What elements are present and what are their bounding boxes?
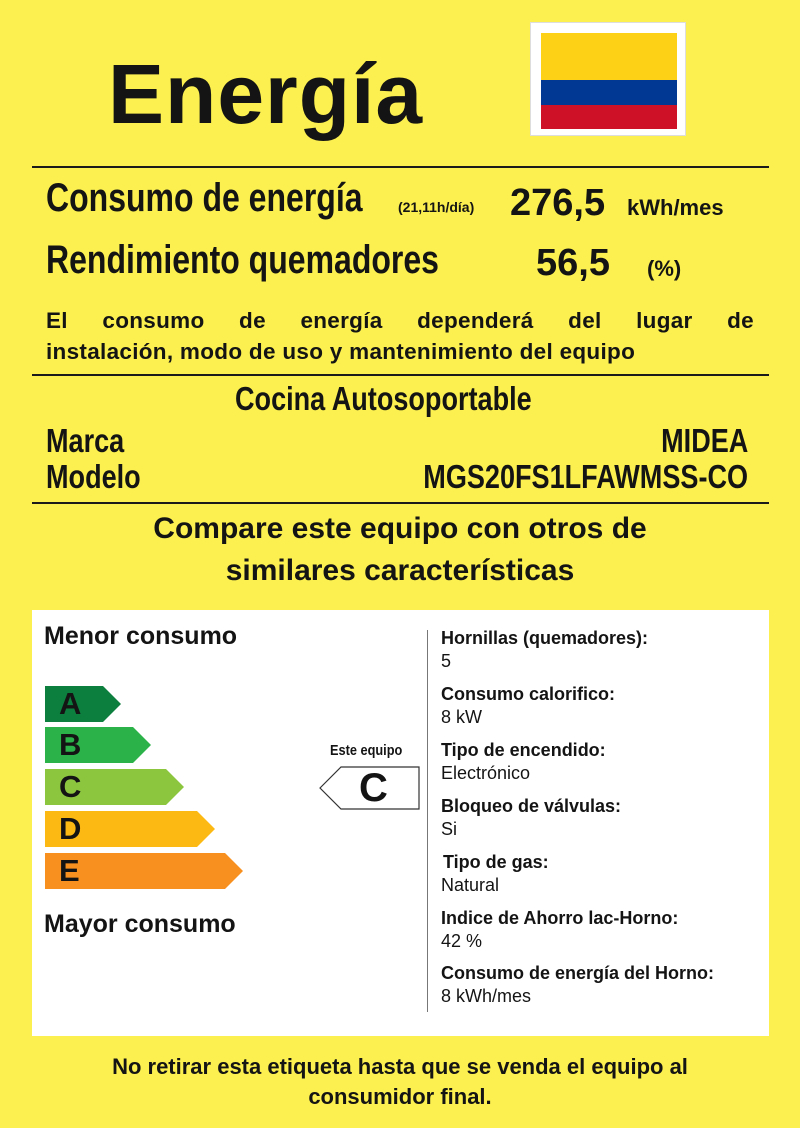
spec-name-gas-type: Tipo de gas: bbox=[443, 852, 549, 872]
this-unit-indicator bbox=[319, 766, 421, 810]
class-letter-b: B bbox=[59, 727, 82, 762]
divider bbox=[32, 374, 769, 376]
colombia-flag-icon bbox=[530, 22, 686, 136]
notice-line-2: instalación, modo de uso y mantenimiento del equipo bbox=[46, 339, 636, 364]
spec-value-oven-savings-index: 42 % bbox=[441, 931, 483, 951]
compare-line-2: similares características bbox=[225, 554, 575, 587]
burner-efficiency-value: 56,5 bbox=[536, 242, 610, 284]
spec-value-gas-type: Natural bbox=[441, 875, 500, 895]
spec-name-valve-lock: Bloqueo de válvulas: bbox=[441, 796, 622, 816]
spec-name-burners: Hornillas (quemadores): bbox=[441, 628, 649, 648]
consumption-notice-2 bbox=[46, 336, 754, 367]
product-type: Cocina Autosoportable bbox=[235, 380, 532, 417]
spec-value-valve-lock: Si bbox=[441, 819, 458, 839]
consumption-value: 276,5 bbox=[510, 182, 606, 224]
consumption-label: Consumo de energía bbox=[46, 176, 363, 220]
consumption-unit: kWh/mes bbox=[627, 195, 724, 220]
brand-label: Marca bbox=[46, 422, 125, 459]
spec-value-ignition: Electrónico bbox=[441, 763, 531, 783]
class-bar-d bbox=[45, 811, 215, 847]
class-letter-a: A bbox=[59, 686, 82, 721]
spec-name-ignition: Tipo de encendido: bbox=[441, 740, 606, 760]
compare-line-1: Compare este equipo con otros de bbox=[153, 512, 647, 545]
spec-value-burners: 5 bbox=[441, 651, 452, 671]
divider bbox=[32, 502, 769, 504]
notice-line-1: El consumo de energía dependerá del lugar de bbox=[46, 308, 754, 333]
class-letter-c: C bbox=[59, 769, 82, 804]
consumption-notice bbox=[46, 305, 754, 336]
this-unit-label: Este equipo bbox=[330, 743, 403, 759]
model-value: MGS20FS1LFAWMSS-CO bbox=[423, 458, 748, 495]
class-letter-e: E bbox=[59, 853, 80, 888]
brand-value: MIDEA bbox=[660, 422, 748, 459]
spec-value-heat-consumption: 8 kW bbox=[441, 707, 483, 727]
consumption-qualifier: (21,11h/día) bbox=[398, 199, 475, 215]
class-bar-c bbox=[45, 769, 184, 805]
this-unit-class: C bbox=[359, 766, 388, 810]
footer-line-1: No retirar esta etiqueta hasta que se venda el equipo al bbox=[112, 1054, 688, 1079]
specs-divider bbox=[427, 630, 428, 1012]
class-letter-d: D bbox=[59, 811, 82, 846]
higher-consumption-label: Mayor consumo bbox=[44, 910, 236, 938]
model-label: Modelo bbox=[46, 458, 141, 495]
class-bar-e bbox=[45, 853, 243, 889]
spec-name-heat-consumption: Consumo calorifico: bbox=[441, 684, 616, 704]
class-bar-a bbox=[45, 686, 121, 722]
class-bar-b bbox=[45, 727, 151, 763]
divider bbox=[32, 166, 769, 168]
compare-text bbox=[40, 508, 760, 592]
footer-line-2: consumidor final. bbox=[308, 1084, 492, 1109]
footer-notice bbox=[30, 1052, 770, 1112]
lower-consumption-label: Menor consumo bbox=[44, 622, 238, 650]
spec-value-oven-energy: 8 kWh/mes bbox=[441, 986, 532, 1006]
burner-efficiency-label: Rendimiento quemadores bbox=[46, 238, 439, 282]
spec-name-oven-savings-index: Indice de Ahorro lac-Horno: bbox=[441, 908, 679, 928]
spec-name-oven-energy: Consumo de energía del Horno: bbox=[441, 963, 715, 983]
burner-efficiency-unit: (%) bbox=[647, 256, 682, 281]
label-title: Energía bbox=[108, 47, 424, 141]
